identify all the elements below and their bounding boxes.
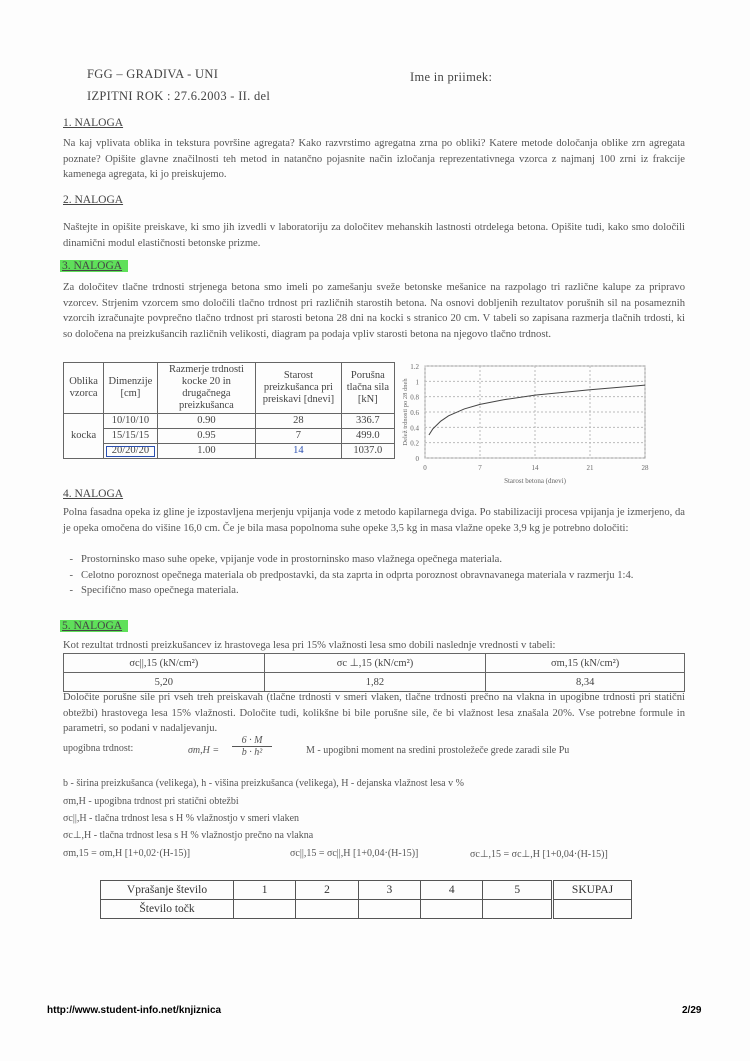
points-field[interactable] xyxy=(296,900,358,919)
x-tick-label: 21 xyxy=(586,464,594,472)
x-axis-label: Starost betona (dnevi) xyxy=(504,477,566,485)
exam-date: IZPITNI ROK : 27.6.2003 - II. del xyxy=(87,89,271,103)
cell: 28 xyxy=(256,414,342,429)
question-number-label: Vprašanje število xyxy=(101,881,234,900)
cell: 1,82 xyxy=(264,673,486,692)
cell: 499.0 xyxy=(341,429,394,444)
task-1-title: 1. NALOGA xyxy=(63,117,124,129)
cell: 1 xyxy=(234,881,296,900)
cell: 5 xyxy=(483,881,553,900)
cell: 1037.0 xyxy=(341,444,394,459)
header-cell: Dimenzije [cm] xyxy=(104,363,158,414)
list-item: - Specifično maso opečnega materiala. xyxy=(81,583,685,599)
cell: 7 xyxy=(256,429,342,444)
x-tick-label: 0 xyxy=(423,464,427,472)
x-tick-label: 28 xyxy=(641,464,649,472)
table-row xyxy=(101,900,632,919)
points-field[interactable] xyxy=(483,900,553,919)
header-cell: Oblika vzorca xyxy=(64,363,104,414)
cell: 3 xyxy=(358,881,420,900)
table-row xyxy=(64,429,395,444)
conversion-formula: σc⊥,15 = σc⊥,H [1+0,04·(H-15)] xyxy=(470,849,608,860)
cell: 20/20/20 xyxy=(104,444,158,459)
cell: 15/15/15 xyxy=(104,429,158,444)
task-3-text: Za določitev tlačne trdnosti strjenega betona smo imeli po zamešanju sveže betonske mešanice na razpolago tri različne kalupe za pripravo vzorcev. Strjenim vzorcem smo določili tlačno trdnost pri različnih starostih betona. Na osnovi dobljenih rezultatov porušnih sil na posameznih vzorcih izračunajte povprečno tlačno trdnost pri starosti betona 28 dni na kocki s stranico 20 cm. V tabeli so zapisana razmerja tlačnih trdosti, ki so določena na preizkušancih različnih velikosti, diagram pa podaja vpliv starosti betona na njegovo tlačno trdnost. xyxy=(63,282,685,340)
task-4-text: Polna fasadna opeka iz gline je izpostavljena merjenju vpijanja vode z metodo kapilarnega dviga. Po stabilizaciji procesa vpijanja je izmerjeno, da je opeka omočena do višine 16,0 cm. Če je bila masa popolnoma suhe opeke 3,5 kg in masa vlažne opeke 3,9 kg je potrebno določiti: xyxy=(63,507,685,534)
wood-strength-table xyxy=(63,653,685,692)
table-row xyxy=(101,881,632,900)
points-field[interactable] xyxy=(234,900,296,919)
formula-line: σc⊥,H - tlačna trdnost lesa s H % vlažnostjo prečno na vlakna xyxy=(63,830,314,841)
table-header-row xyxy=(64,363,395,414)
score-table xyxy=(100,880,632,919)
cell: 336.7 xyxy=(341,414,394,429)
cell: 10/10/10 xyxy=(104,414,158,429)
task-1-text: Na kaj vplivata oblika in tekstura površine agregata? Kako razvrstimo agregatna zrna po obliki? Katere metode določanja oblike zrn agregata poznate? Opišite glavne značilnosti teh metod in natančno pojasnite način izločanja reprezentativnega vzorca z najmanj 100 zrni iz frakcije kamenega agregata, ki jo preiskujemo. xyxy=(63,138,685,180)
cell: 4 xyxy=(421,881,483,900)
page-number: 2/29 xyxy=(682,1005,702,1016)
y-tick-label: 0.6 xyxy=(410,409,419,417)
formula-line: b - širina preizkušanca (velikega), h - višina preizkušanca (velikega), H - dejanska vlažnost lesa v % xyxy=(63,778,464,789)
list-item: - Prostorninsko maso suhe opeke, vpijanje vode in prostorninsko maso vlažnega opečnega materiala. xyxy=(81,552,685,568)
strength-age-chart xyxy=(395,358,660,488)
y-tick-label: 0 xyxy=(415,455,419,463)
cell: 5,20 xyxy=(64,673,265,692)
moment-description: M - upogibni moment na sredini prostoležeče grede zaradi sile Pu xyxy=(306,745,570,756)
list-item: - Celotno poroznost opečnega materiala ob predpostavki, da sta zaprta in odprta poroznost obravnavanega materiala v razmerju 1:4. xyxy=(81,568,685,584)
cell: 8,34 xyxy=(486,673,685,692)
cell: 0.90 xyxy=(157,414,255,429)
y-tick-label: 0.8 xyxy=(410,393,419,402)
y-tick-label: 0.4 xyxy=(410,424,419,433)
table-header-row xyxy=(64,654,685,673)
cell: 14 xyxy=(256,444,342,459)
header-cell: σc ⊥,15 (kN/cm²) xyxy=(264,654,486,673)
bending-fraction xyxy=(232,735,272,758)
task-4-title: 4. NALOGA xyxy=(63,488,124,500)
name-label: Ime in priimek: xyxy=(410,70,493,84)
y-tick-label: 1.2 xyxy=(410,363,419,371)
conversion-formula: σc||,15 = σc||,H [1+0,04·(H-15)] xyxy=(290,848,419,859)
task-2-title: 2. NALOGA xyxy=(63,194,124,206)
total-field[interactable] xyxy=(553,900,632,919)
formula-line: σm,H - upogibna trdnost pri statični obtežbi xyxy=(63,796,239,807)
conversion-formula: σm,15 = σm,H [1+0,02·(H-15)] xyxy=(63,848,191,859)
x-tick-label: 7 xyxy=(478,464,482,472)
points-field[interactable] xyxy=(358,900,420,919)
concrete-table xyxy=(63,362,395,459)
total-label: SKUPAJ xyxy=(553,881,632,900)
cell: 0.95 xyxy=(157,429,255,444)
y-tick-label: 1 xyxy=(415,378,419,387)
bending-label: upogibna trdnost: xyxy=(63,743,134,754)
table-row xyxy=(64,673,685,692)
denominator: b · h² xyxy=(241,747,263,758)
x-tick-label: 14 xyxy=(531,464,539,472)
cell: 2 xyxy=(296,881,358,900)
formula-line: σc||,H - tlačna trdnost lesa s H % vlažnostjo v smeri vlaken xyxy=(63,813,300,824)
task-5-text: Določite porušne sile pri vseh treh preiskavah (tlačne trdnosti v smeri vlaken, tlačne trdnosti prečno na vlakna in upogibne trdnosti pri statični obtežbi) hrastovega lesa 15% vlažnosti. Določite tudi, kolikšne bi bile porušne sile, če bi vlažnost lesa znašala 20%. Vse potrebne formule in parametri, so podani v nadaljevanju. xyxy=(63,692,685,734)
header-cell: Starost preizkušanca pri preiskavi [dnevi] xyxy=(256,363,342,414)
header-cell: σm,15 (kN/cm²) xyxy=(486,654,685,673)
footer-url[interactable]: http://www.student-info.net/knjiznica xyxy=(47,1005,222,1016)
header-cell: Porušna tlačna sila [kN] xyxy=(341,363,394,414)
shape-cell: kocka xyxy=(64,414,104,459)
header-cell: Razmerje trdnosti kocke 20 in drugačnega preizkušanca xyxy=(157,363,255,414)
cell: 1.00 xyxy=(157,444,255,459)
points-field[interactable] xyxy=(421,900,483,919)
numerator: 6 · M xyxy=(232,735,272,747)
task-5-title: 5. NALOGA xyxy=(60,620,128,632)
table-row xyxy=(64,444,395,459)
header-cell: σc||,15 (kN/cm²) xyxy=(64,654,265,673)
table-row xyxy=(64,414,395,429)
task-4-list xyxy=(63,552,685,599)
y-axis-label: Delež trdnosti po 28 dneh xyxy=(402,378,409,446)
points-label: Število točk xyxy=(101,900,234,919)
task-2-text: Naštejte in opišite preiskave, ki smo jih izvedli v laboratoriju za določitev mehanskih lastnosti otrdelega betona. Opišite tudi, kako smo določili dinamični modul elastičnosti betonske prizme. xyxy=(63,222,685,249)
task-5-intro: Kot rezultat trdnosti preizkušancev iz hrastovega lesa pri 15% vlažnosti lesa smo dobili naslednje vrednosti v tabeli: xyxy=(63,640,556,651)
bending-lhs: σm,H = xyxy=(188,745,220,756)
task-3-title: 3. NALOGA xyxy=(60,260,128,272)
y-tick-label: 0.2 xyxy=(410,439,419,448)
course-title: FGG – GRADIVA - UNI xyxy=(87,67,219,81)
